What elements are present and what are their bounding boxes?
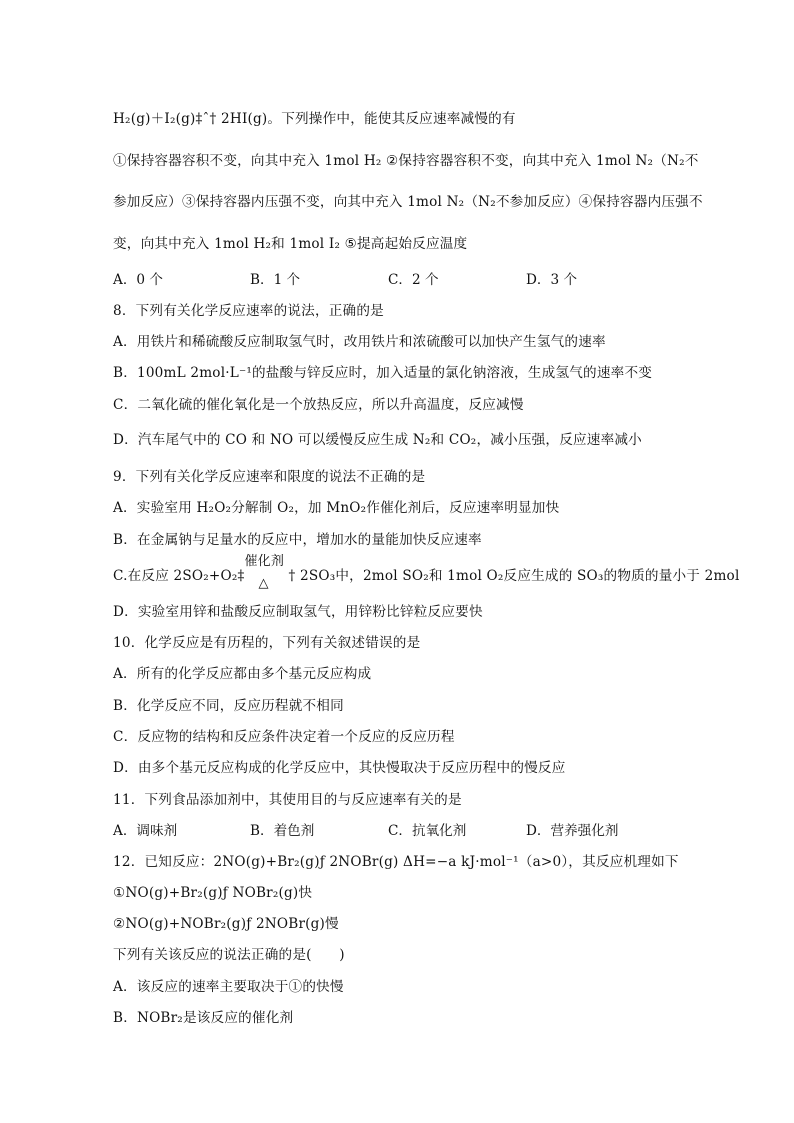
q10-stem: 10．化学反应是有历程的，下列有关叙述错误的是: [113, 635, 421, 651]
q7-line-2: ①保持容器容积不变，向其中充入 1mol H₂ ②保持容器容积不变，向其中充入 1mol N₂（N₂不: [113, 153, 699, 169]
q11-option-d: D．营养强化剂: [526, 823, 619, 839]
q7-option-d: D．3 个: [526, 272, 578, 288]
q9-option-c: [113, 554, 740, 591]
q11-option-a: A．调味剂: [113, 823, 178, 839]
q8-option-a: A．用铁片和稀硫酸反应制取氢气时，改用铁片和浓硫酸可以加快产生氢气的速率: [113, 334, 606, 350]
q7-option-c: C．2 个: [388, 272, 439, 288]
q7-option-a: A．0 个: [113, 272, 163, 288]
q7-line-3: 参加反应）③保持容器内压强不变，向其中充入 1mol N₂（N₂不参加反应）④保持容器内压强不: [113, 194, 703, 210]
q7-option-b: B．1 个: [250, 272, 301, 288]
q8-stem: 8．下列有关化学反应速率的说法，正确的是: [113, 303, 384, 319]
q8-option-b: B．100mL 2mol·L⁻¹的盐酸与锌反应时，加入适量的氯化钠溶液，生成氢气的速率不变: [113, 365, 653, 381]
q10-option-d: D．由多个基元反应构成的化学反应中，其快慢取决于反应历程中的慢反应: [113, 760, 566, 776]
q8-option-d: D．汽车尾气中的 CO 和 NO 可以缓慢反应生成 N₂和 CO₂，减小压强，反应速率减小: [113, 432, 642, 448]
q9-c-prefix: C.在反应 2SO₂+O₂‡: [113, 568, 245, 584]
q12-step-2: ②NO(g)+NOBr₂(g)ƒ 2NOBr(g)慢: [113, 916, 339, 932]
q7-line-4: 变，向其中充入 1mol H₂和 1mol I₂ ⑤提高起始反应温度: [113, 236, 468, 252]
q8-option-c: C．二氧化硫的催化氧化是一个放热反应，所以升高温度，反应减慢: [113, 397, 524, 413]
q9-option-a: A．实验室用 H₂O₂分解制 O₂，加 MnO₂作催化剂后，反应速率明显加快: [113, 500, 560, 516]
q10-option-b: B．化学反应不同，反应历程就不相同: [113, 698, 344, 714]
catalyst-condition: [244, 554, 288, 591]
q12-option-a: A．该反应的速率主要取决于①的快慢: [113, 979, 344, 995]
q12-step-1: ①NO(g)+Br₂(g)ƒ NOBr₂(g)快: [113, 885, 313, 901]
q9-option-d: D．实验室用锌和盐酸反应制取氢气，用锌粉比锌粒反应要快: [113, 604, 483, 620]
q9-stem: 9．下列有关化学反应速率和限度的说法不正确的是: [113, 469, 426, 485]
q7-line-1: H₂(g)＋I₂(g)‡ˆ† 2HI(g)。下列操作中，能使其反应速率减慢的有: [113, 111, 516, 127]
q12-option-b: B．NOBr₂是该反应的催化剂: [113, 1010, 294, 1026]
q12-stem: 12．已知反应：2NO(g)+Br₂(g)ƒ 2NOBr(g) ΔH=−a kJ·mol⁻¹（a>0），其反应机理如下: [113, 854, 679, 870]
heat-symbol: △: [258, 576, 269, 591]
catalyst-label: 催化剂: [244, 554, 285, 569]
q9-c-suffix: † 2SO₃中，2mol SO₂和 1mol O₂反应生成的 SO₃的物质的量小于 2mol: [288, 568, 740, 584]
q11-option-b: B．着色剂: [250, 823, 315, 839]
q10-option-a: A．所有的化学反应都由多个基元反应构成: [113, 666, 372, 682]
q10-option-c: C．反应物的结构和反应条件决定着一个反应的反应历程: [113, 729, 455, 745]
q11-options: [113, 822, 713, 840]
q7-options: [113, 271, 713, 289]
q11-option-c: C．抗氧化剂: [388, 823, 467, 839]
q9-option-b: B．在金属钠与足量水的反应中，增加水的量能加快反应速率: [113, 532, 482, 548]
q11-stem: 11．下列食品添加剂中，其使用目的与反应速率有关的是: [113, 792, 462, 808]
q12-question: 下列有关该反应的说法正确的是( ): [113, 947, 345, 963]
